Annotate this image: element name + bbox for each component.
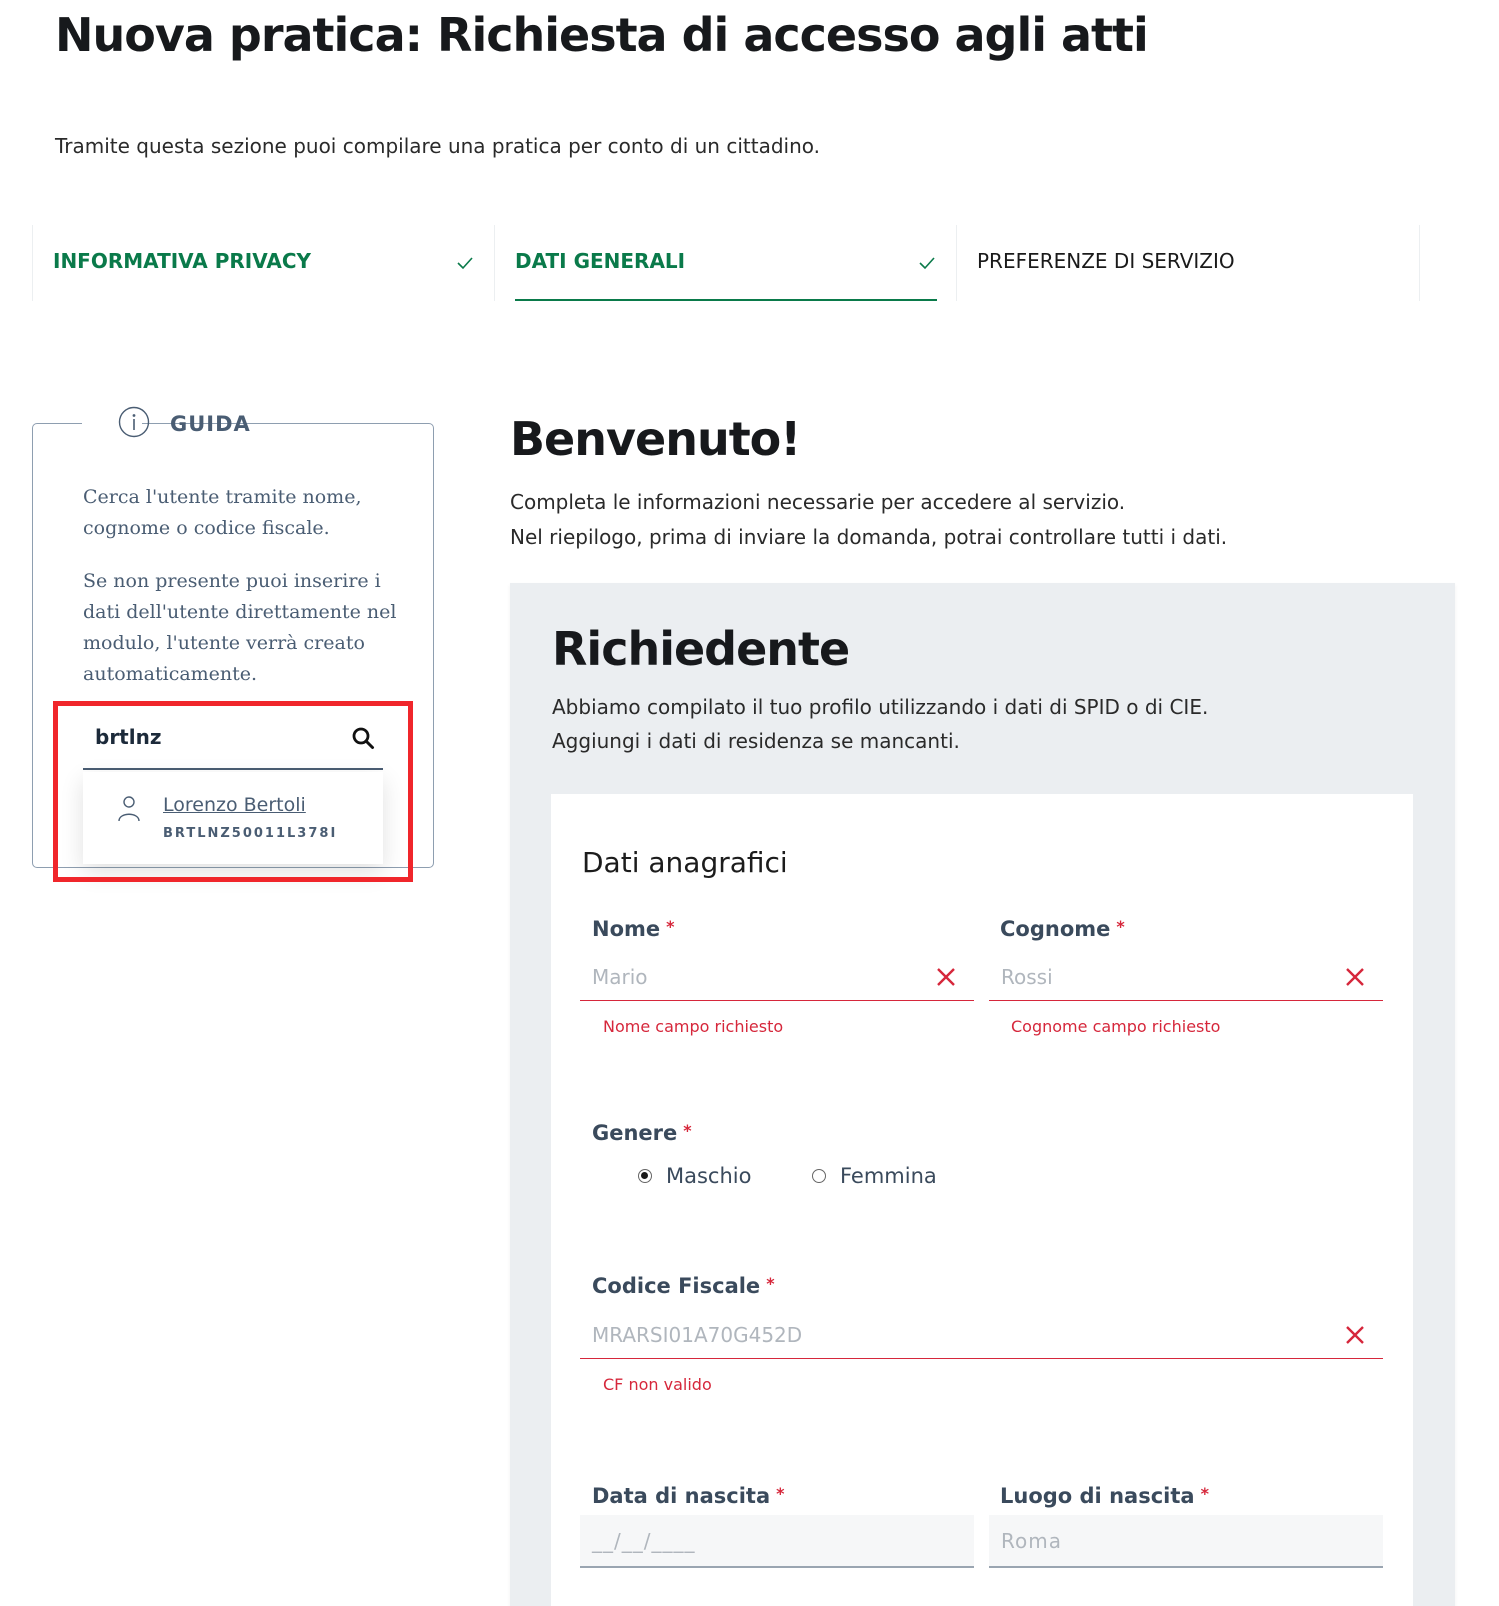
nome-error: Nome campo richiesto: [603, 1017, 784, 1036]
radio-checked-icon[interactable]: [638, 1169, 652, 1183]
radio-label: Maschio: [666, 1164, 752, 1188]
welcome-line-1: Completa le informazioni necessarie per accedere al servizio.: [510, 490, 1126, 514]
search-result-name[interactable]: Lorenzo Bertoli: [163, 794, 306, 816]
radio-femmina[interactable]: [812, 1164, 937, 1188]
radio-unchecked-icon[interactable]: [812, 1169, 826, 1183]
step-label: INFORMATIVA PRIVACY: [53, 249, 311, 273]
cognome-label-text: Cognome: [1000, 917, 1111, 941]
required-mark: *: [666, 917, 675, 936]
step-informativa-privacy[interactable]: [32, 225, 495, 301]
luogo-nascita-input[interactable]: [989, 1515, 1383, 1568]
richiedente-line-2: Aggiungi i dati di residenza se mancanti.: [552, 729, 960, 753]
info-icon: [118, 406, 150, 438]
codice-fiscale-input[interactable]: [580, 1311, 1383, 1359]
data-nascita-placeholder: __/__/____: [592, 1529, 696, 1553]
radio-maschio[interactable]: [638, 1164, 751, 1188]
required-mark: *: [766, 1274, 775, 1293]
luogo-nascita-label: [1000, 1484, 1209, 1508]
section-title: Dati anagrafici: [582, 846, 788, 879]
clear-icon[interactable]: [936, 967, 956, 987]
step-preferenze-di-servizio[interactable]: [956, 225, 1420, 301]
genere-label-text: Genere: [592, 1121, 678, 1145]
page-subtitle: Tramite questa sezione puoi compilare una pratica per conto di un cittadino.: [55, 134, 820, 158]
highlight-annotation: [53, 701, 413, 882]
data-nascita-label: [592, 1484, 785, 1508]
required-mark: *: [1200, 1484, 1209, 1503]
nome-label-text: Nome: [592, 917, 661, 941]
search-result-cf: BRTLNZ50011L378I: [163, 826, 338, 841]
required-mark: *: [683, 1121, 692, 1140]
genere-label: [592, 1121, 692, 1145]
guide-legend: [82, 406, 251, 440]
nome-placeholder: Mario: [592, 965, 648, 989]
step-label: DATI GENERALI: [515, 249, 686, 273]
luogo-nascita-label-text: Luogo di nascita: [1000, 1484, 1195, 1508]
step-label: PREFERENZE DI SERVIZIO: [977, 249, 1235, 273]
required-mark: *: [776, 1484, 785, 1503]
guide-text-search: Cerca l'utente tramite nome, cognome o codice fiscale.: [83, 486, 362, 539]
welcome-line-2: Nel riepilogo, prima di inviare la domanda, potrai controllare tutti i dati.: [510, 525, 1228, 549]
codice-fiscale-error: CF non valido: [603, 1375, 712, 1394]
required-mark: *: [1116, 917, 1125, 936]
page-title: Nuova pratica: Richiesta di accesso agli atti: [55, 8, 1148, 62]
cognome-input[interactable]: [989, 953, 1383, 1001]
clear-icon[interactable]: [1345, 1325, 1365, 1345]
richiedente-title: Richiedente: [552, 622, 850, 676]
guide-text-manual: Se non presente puoi inserire i dati dell'utente direttamente nel modulo, l'utente verrà creato automaticamente.: [83, 570, 397, 685]
nome-label: [592, 917, 675, 941]
step-dati-generali[interactable]: [494, 225, 957, 301]
cognome-error: Cognome campo richiesto: [1011, 1017, 1221, 1036]
welcome-title: Benvenuto!: [510, 412, 801, 466]
nome-input[interactable]: [580, 953, 974, 1001]
codice-fiscale-label: [592, 1274, 775, 1298]
clear-icon[interactable]: [1345, 967, 1365, 987]
data-nascita-input[interactable]: [580, 1515, 974, 1568]
cognome-placeholder: Rossi: [1001, 965, 1053, 989]
check-icon: [919, 255, 935, 271]
codice-fiscale-label-text: Codice Fiscale: [592, 1274, 761, 1298]
data-nascita-label-text: Data di nascita: [592, 1484, 771, 1508]
codice-fiscale-placeholder: MRARSI01A70G452D: [592, 1323, 803, 1347]
cognome-label: [1000, 917, 1125, 941]
luogo-nascita-placeholder: Roma: [1001, 1529, 1062, 1553]
guide-title: GUIDA: [170, 412, 251, 436]
radio-label: Femmina: [840, 1164, 937, 1188]
richiedente-line-1: Abbiamo compilato il tuo profilo utilizzando i dati di SPID o di CIE.: [552, 695, 1209, 719]
active-step-underline: [515, 299, 937, 301]
check-icon: [457, 255, 473, 271]
